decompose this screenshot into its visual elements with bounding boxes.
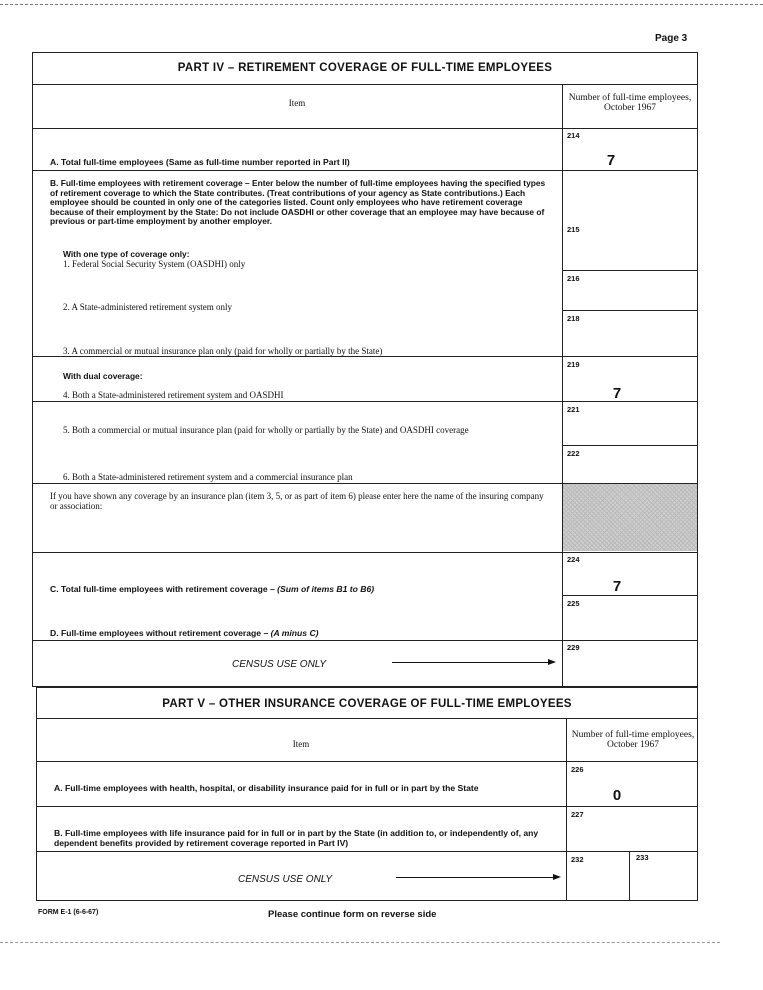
divider <box>32 401 698 402</box>
arrowhead-icon <box>553 874 561 880</box>
item-code: 232 <box>571 855 584 864</box>
item-code: 225 <box>567 599 580 608</box>
divider <box>562 310 698 311</box>
census-use-label: CENSUS USE ONLY <box>238 874 333 885</box>
divider <box>562 595 698 596</box>
item-c-formula: (Sum of items B1 to B6) <box>277 584 375 594</box>
divider <box>36 851 698 852</box>
divider <box>562 445 698 446</box>
item-code: 216 <box>567 274 580 283</box>
column-divider <box>566 718 567 901</box>
arrowhead-icon <box>548 659 556 665</box>
item-a-value[interactable]: 7 <box>606 152 616 169</box>
divider <box>32 552 698 553</box>
part-v-item-a-label: A. Full-time employees with health, hospital, or disability insurance paid for in full or in part by the State <box>54 783 479 793</box>
item-c-value[interactable]: 7 <box>612 578 622 595</box>
item-code: 214 <box>567 131 580 140</box>
part-iv-title: PART IV – RETIREMENT COVERAGE OF FULL-TIME EMPLOYEES <box>177 62 553 74</box>
shaded-cell <box>563 484 697 551</box>
item-b1-label: 1. Federal Social Security System (OASDHI) only <box>63 259 246 269</box>
item-code: 224 <box>567 555 580 564</box>
item-c-label <box>50 584 555 594</box>
dual-coverage-label: With dual coverage: <box>63 371 143 381</box>
divider <box>32 640 698 641</box>
part-v-item-b-label: B. Full-time employees with life insurance paid for in full or in part by the State (in addition to, or independently of, any dependent benefits provided by retirement coverage reported in Part IV) <box>54 828 539 848</box>
item-code: 226 <box>571 765 584 774</box>
continue-note: Please continue form on reverse side <box>268 909 437 920</box>
page-edge <box>0 4 763 5</box>
item-b6-label: 6. Both a State-administered retirement system and a commercial insurance plan <box>63 472 353 482</box>
page-number: Page 3 <box>655 33 688 44</box>
divider <box>36 761 698 762</box>
item-a-label: A. Total full-time employees (Same as full-time number reported in Part II) <box>50 157 350 167</box>
divider <box>32 128 698 129</box>
item-code: 218 <box>567 314 580 323</box>
item-b5-label: 5. Both a commercial or mutual insurance plan (paid for wholly or partially by the State) and OASDHI coverage <box>63 425 469 435</box>
divider <box>36 806 698 807</box>
number-header: Number of full-time employees, October 1967 <box>571 730 695 750</box>
item-b4-label: 4. Both a State-administered retirement system and OASDHI <box>63 390 284 400</box>
item-code: 219 <box>567 360 580 369</box>
column-divider <box>629 851 630 901</box>
item-header: Item <box>288 98 306 108</box>
divider <box>562 270 698 271</box>
arrow-icon <box>392 662 548 663</box>
item-code: 221 <box>567 405 580 414</box>
item-code: 227 <box>571 810 584 819</box>
page-edge <box>0 942 720 943</box>
item-b4-value[interactable]: 7 <box>612 385 622 402</box>
form-id: FORM E-1 (6-6-67) <box>38 909 99 916</box>
divider <box>32 170 698 171</box>
item-d-formula: (A minus C) <box>270 628 319 638</box>
item-b-text: B. Full-time employees with retirement coverage – Enter below the number of full-time employees having the specified types of retirement coverage to which the State contributes. (Treat contributions of your agency as State contributions.) Each employee should be counted in only one of the categories listed. Count only employees who have retirement coverage because of their employment by the State: Do not include OASDHI or other coverage that an employee may have because of previous or part-time employment by another employer. <box>50 178 546 226</box>
divider <box>36 718 698 719</box>
item-code: 229 <box>567 643 580 652</box>
column-divider <box>562 640 563 687</box>
item-c-text: C. Total full-time employees with retirement coverage – <box>50 584 278 594</box>
item-d-text: D. Full-time employees without retirement coverage – <box>50 628 271 638</box>
item-code: 233 <box>636 853 649 862</box>
part-v-item-a-value[interactable]: 0 <box>612 787 622 804</box>
item-b3-label: 3. A commercial or mutual insurance plan only (paid for wholly or partially by the State) <box>63 346 383 356</box>
item-code: 222 <box>567 449 580 458</box>
number-header: Number of full-time employees, October 1967 <box>568 93 692 113</box>
item-d-label <box>50 628 555 638</box>
one-type-label: With one type of coverage only: <box>63 249 190 259</box>
arrow-icon <box>396 877 553 878</box>
item-code: 215 <box>567 225 580 234</box>
item-b2-label: 2. A State-administered retirement system only <box>63 302 232 312</box>
divider <box>32 84 698 85</box>
column-divider <box>562 84 563 641</box>
item-header: Item <box>292 739 310 749</box>
divider <box>32 356 698 357</box>
item-b-instructions <box>50 179 555 227</box>
part-v-title: PART V – OTHER INSURANCE COVERAGE OF FULL-TIME EMPLOYEES <box>162 698 572 710</box>
census-use-label: CENSUS USE ONLY <box>232 659 327 670</box>
insurer-instructions: If you have shown any coverage by an insurance plan (item 3, 5, or as part of item 6) please enter here the name of the insuring company or association: <box>50 491 544 511</box>
